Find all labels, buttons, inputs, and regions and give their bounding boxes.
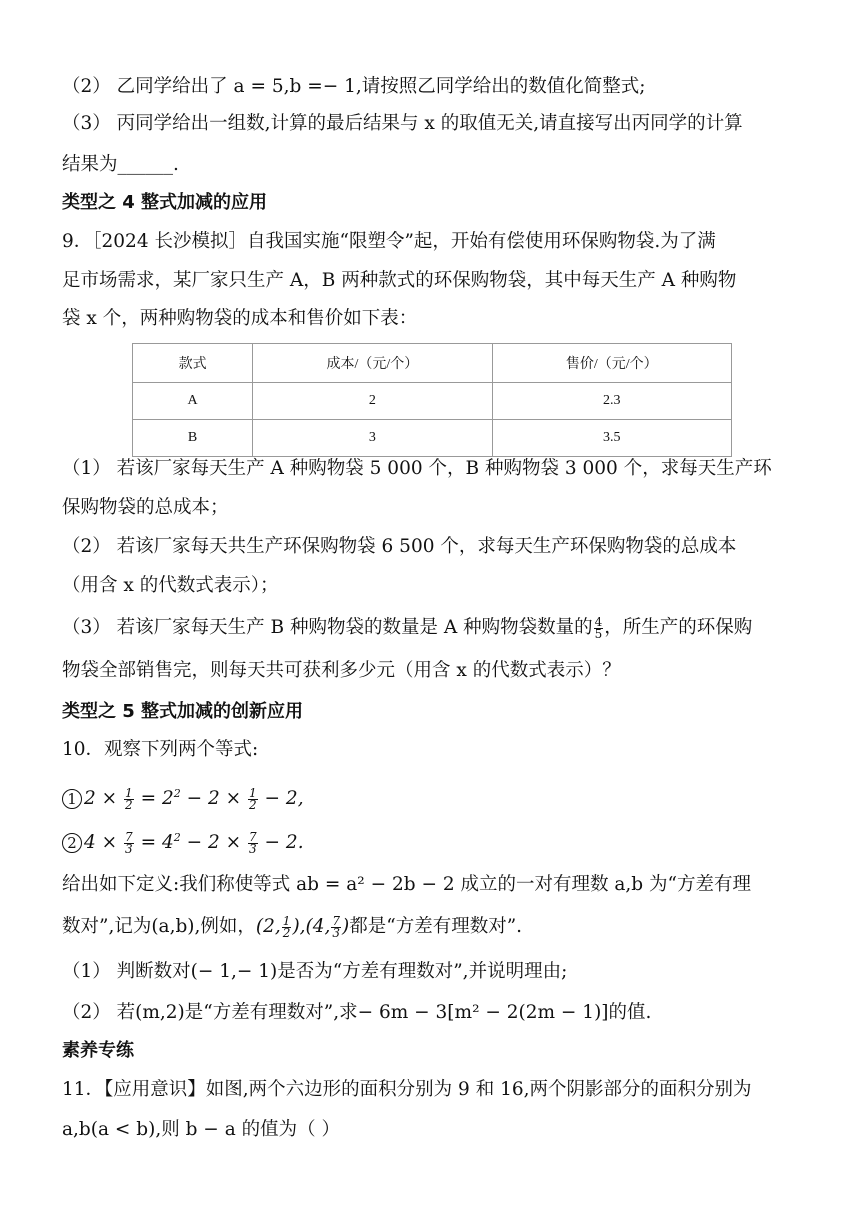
- table-cell: 3.5: [492, 420, 731, 457]
- circled-number-2: 2: [62, 833, 82, 853]
- definition-text: 数对”,记为(a,b),例如，: [62, 916, 256, 937]
- table-header-cell: 成本/（元/个）: [253, 344, 492, 383]
- q9-part3-line1: [62, 614, 752, 642]
- suyang-heading: 素养专练: [62, 1040, 134, 1061]
- table-row: [133, 383, 732, 420]
- equation-math: 2 × $\frac{1}{2}$ = $2^2 - 2$ × $\frac{1}{2}$ − 2,: [84, 785, 304, 812]
- table-header-cell: 款式: [133, 344, 253, 383]
- table-cell: B: [133, 420, 253, 457]
- fraction-numerator: 4: [594, 614, 603, 629]
- q9-line2: 足市场需求，某厂家只生产 A，B 两种款式的环保购物袋，其中每天生产 A 种购物: [62, 270, 737, 291]
- q10-part1: （1） 判断数对(− 1,− 1)是否为“方差有理数对”,并说明理由;: [62, 961, 568, 982]
- q9-line3: 袋 x 个，两种购物袋的成本和售价如下表：: [62, 308, 418, 329]
- table-cell: A: [133, 383, 253, 420]
- table-cell: 3: [253, 420, 492, 457]
- q9-part2-line2: （用含 x 的代数式表示）；: [62, 575, 279, 596]
- q9-part3-text: ，所生产的环保购: [604, 617, 753, 638]
- q9-line1: 9．［2024 长沙模拟］自我国实施“限塑令”起，开始有偿使用环保购物袋.为了满: [62, 231, 716, 252]
- q11-line2: a,b(a < b),则 b − a 的值为（ ）: [62, 1119, 340, 1140]
- q10-intro: 10．观察下列两个等式:: [62, 739, 259, 760]
- q10-definition-line1: 给出如下定义:我们称使等式 ab = a² − 2b − 2 成立的一对有理数 a,b 为“方差有理: [62, 874, 751, 895]
- q10-equation-2: [62, 824, 304, 857]
- q11-line1: 11．【应用意识】如图,两个六边形的面积分别为 9 和 16,两个阴影部分的面积分别为: [62, 1079, 752, 1100]
- table-cell: 2: [253, 383, 492, 420]
- q9-part3-line2: 物袋全部销售完，则每天共可获利多少元（用含 x 的代数式表示）？: [62, 660, 621, 681]
- q8-part3-line2: 结果为______.: [62, 154, 179, 175]
- equation-math: 4 × $\frac{7}{3}$ = $4^2 - 2$ × $\frac{7}{3}$ − 2.: [84, 829, 304, 856]
- q9-part1-line2: 保购物袋的总成本；: [62, 497, 229, 518]
- table-row: [133, 420, 732, 457]
- type5-heading: 类型之 5 整式加减的创新应用: [62, 701, 304, 722]
- table-cell: 2.3: [492, 383, 731, 420]
- q9-part2-line1: （2） 若该厂家每天共生产环保购物袋 6 500 个，求每天生产环保购物袋的总成本: [62, 536, 737, 557]
- table-header-cell: 售价/（元/个）: [492, 344, 731, 383]
- circled-number-1: 1: [62, 789, 82, 809]
- q9-part3-text: （3） 若该厂家每天生产 B 种购物袋的数量是 A 种购物袋数量的: [62, 617, 593, 638]
- q8-part3-line1: （3） 丙同学给出一组数,计算的最后结果与 x 的取值无关,请直接写出丙同学的计算: [62, 113, 743, 134]
- q8-part2: （2） 乙同学给出了 a = 5,b =− 1,请按照乙同学给出的数值化简整式;: [62, 76, 646, 97]
- q10-part2: （2） 若(m,2)是“方差有理数对”,求− 6m − 3[m² − 2(2m − 1)]的值.: [62, 1002, 652, 1023]
- q9-part1-line1: （1） 若该厂家每天生产 A 种购物袋 5 000 个，B 种购物袋 3 000 个，求每天生产环: [62, 458, 772, 479]
- definition-text: 都是“方差有理数对”.: [349, 916, 523, 937]
- q10-equation-1: [62, 780, 304, 813]
- example-pairs: (2, $\frac{1}{2}$ ),(4, $\frac{7}{3}$ ): [255, 913, 350, 940]
- type4-heading: 类型之 4 整式加减的应用: [62, 192, 268, 213]
- fraction-denominator: 5: [594, 626, 603, 641]
- table-header-row: [133, 344, 732, 383]
- fraction: [594, 614, 604, 641]
- q10-definition-line2: [62, 913, 522, 941]
- cost-price-table: [132, 343, 732, 457]
